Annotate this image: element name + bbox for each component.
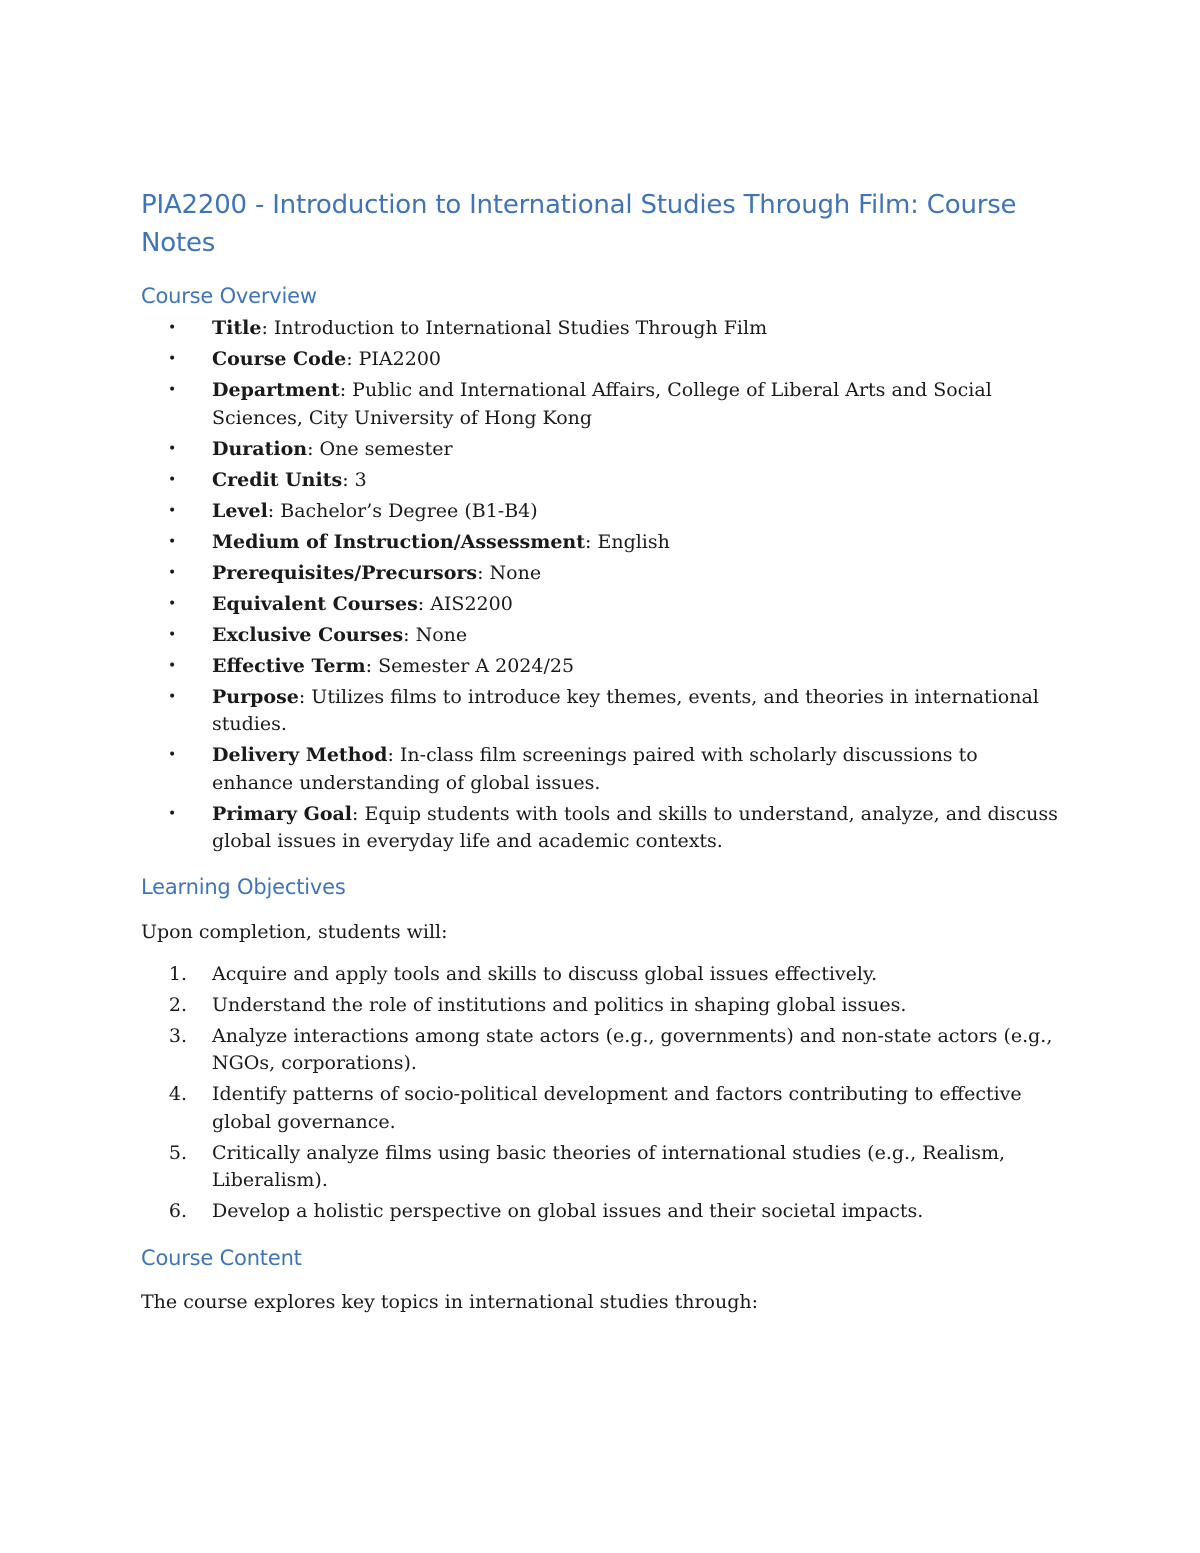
document-title: PIA2200 - Introduction to International Studies Through Film: Course Notes: [141, 190, 1017, 258]
overview-list-item: [141, 436, 1061, 464]
overview-item-value: : Equip students with tools and skills to understand, analyze, and discuss global issues in everyday life and academic contexts.: [212, 802, 1058, 852]
bullet-icon: •: [168, 688, 177, 705]
objective-text: Understand the role of institutions and politics in shaping global issues.: [212, 993, 907, 1016]
overview-item-value: : None: [403, 623, 468, 646]
objective-list-item: [141, 1023, 1061, 1078]
bullet-icon: •: [168, 502, 177, 519]
bullet-icon: •: [168, 351, 177, 367]
objective-list-item: [141, 961, 1061, 989]
overview-item-term: Level: [212, 499, 268, 522]
overview-list-item: [141, 591, 1061, 619]
overview-list-item: [141, 377, 1061, 432]
bullet-icon: •: [168, 657, 177, 674]
overview-item-term: Medium of Instruction/Assessment: [212, 530, 586, 553]
overview-list-item: [141, 742, 1061, 797]
objective-number: 3.: [168, 1024, 187, 1047]
objective-text: Critically analyze films using basic theories of international studies (e.g., Realism, Liberalism).: [212, 1141, 1005, 1191]
learning-objectives-intro: Upon completion, students will:: [141, 920, 448, 943]
overview-item-value: : None: [477, 561, 542, 584]
overview-item-term: Credit Units: [212, 468, 343, 491]
objective-list-item: [141, 992, 1061, 1020]
bullet-icon: •: [168, 440, 177, 457]
overview-item-term: Primary Goal: [212, 802, 353, 825]
overview-item-value: : Bachelor’s Degree (B1-B4): [267, 499, 538, 522]
bullet-icon: •: [168, 564, 177, 581]
overview-item-term: Exclusive Courses: [212, 623, 404, 646]
overview-item-term: Delivery Method: [212, 744, 388, 766]
overview-list-item: [141, 529, 1061, 557]
overview-list-item: [141, 653, 1061, 681]
overview-list-item: [141, 315, 1061, 343]
objective-number: 4.: [168, 1083, 187, 1105]
overview-list-item: [141, 560, 1061, 588]
learning-objectives-heading: Learning Objectives: [141, 874, 346, 899]
document-page: [141, 186, 1061, 1316]
learning-objectives-list: [141, 961, 1061, 1226]
overview-list-item: [141, 346, 1061, 374]
overview-item-term: Department: [212, 379, 340, 401]
overview-item-value: : English: [585, 530, 670, 553]
overview-item-value: : One semester: [307, 437, 453, 460]
overview-item-term: Equivalent Courses: [212, 592, 418, 615]
bullet-icon: •: [168, 626, 177, 643]
bullet-icon: •: [168, 471, 177, 488]
course-content-intro: The course explores key topics in international studies through:: [141, 1290, 759, 1313]
course-overview-heading: Course Overview: [141, 284, 317, 308]
bullet-icon: •: [168, 805, 177, 822]
overview-list-item: [141, 622, 1061, 650]
overview-item-value: : AIS2200: [417, 592, 513, 615]
course-content-heading: Course Content: [141, 1245, 302, 1270]
overview-item-value: : In-class film screenings paired with scholarly discussions to enhance understanding of global issues.: [212, 744, 978, 794]
overview-list-item: [141, 684, 1061, 739]
overview-list-item: [141, 467, 1061, 495]
objective-list-item: [141, 1140, 1061, 1195]
bullet-icon: •: [168, 533, 177, 550]
overview-item-term: Effective Term: [212, 654, 366, 677]
overview-item-term: Title: [212, 317, 262, 339]
overview-item-term: Course Code: [212, 348, 347, 370]
overview-item-term: Purpose: [212, 685, 299, 708]
overview-item-value: : Semester A 2024/25: [365, 654, 575, 677]
objective-number: 5.: [168, 1141, 187, 1164]
bullet-icon: •: [168, 747, 177, 763]
objective-list-item: [141, 1081, 1061, 1136]
course-overview-list: [141, 315, 1061, 856]
objective-number: 6.: [168, 1200, 187, 1222]
objective-text: Acquire and apply tools and skills to discuss global issues effectively.: [212, 962, 878, 985]
overview-item-term: Prerequisites/Precursors: [212, 561, 478, 584]
overview-list-item: [141, 498, 1061, 526]
objective-text: Analyze interactions among state actors (e.g., governments) and non-state actors (e.g., NGOs, corporations).: [212, 1024, 1053, 1074]
overview-list-item: [141, 801, 1061, 856]
objective-text: Identify patterns of socio-political development and factors contributing to effective global governance.: [212, 1083, 1022, 1133]
overview-item-term: Duration: [212, 437, 308, 460]
overview-item-value: : Utilizes films to introduce key themes, events, and theories in international studies.: [212, 685, 1039, 735]
bullet-icon: •: [168, 320, 177, 336]
overview-item-value: : Public and International Affairs, College of Liberal Arts and Social Sciences, City University of Hong Kong: [212, 379, 992, 429]
overview-item-value: : Introduction to International Studies Through Film: [261, 317, 768, 339]
bullet-icon: •: [168, 382, 177, 398]
objective-number: 2.: [168, 993, 187, 1016]
objective-number: 1.: [168, 962, 187, 985]
overview-item-value: : 3: [342, 468, 367, 491]
bullet-icon: •: [168, 595, 177, 612]
objective-list-item: [141, 1198, 1061, 1226]
objective-text: Develop a holistic perspective on global issues and their societal impacts.: [212, 1200, 924, 1222]
overview-item-value: : PIA2200: [346, 348, 441, 370]
